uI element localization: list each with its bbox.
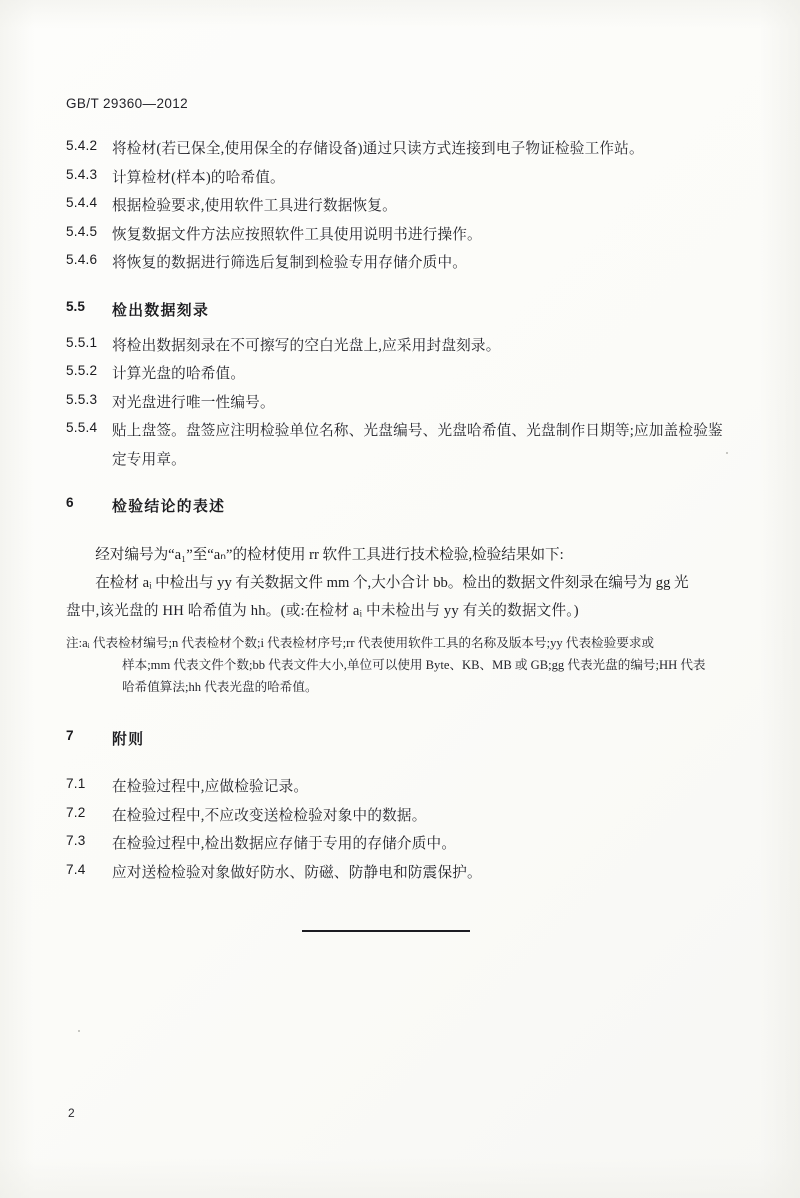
section-6-paragraph: 经对编号为“a₁”至“aₙ”的检材使用 rr 软件工具进行技术检验,检验结果如下: <box>95 547 564 563</box>
clause-item <box>66 362 726 388</box>
section-6-note-line <box>66 632 726 654</box>
section-heading-7 <box>66 728 726 749</box>
clause-number <box>66 448 112 449</box>
clause-item <box>66 166 726 192</box>
clause-text: 定专用章。 <box>112 451 186 468</box>
spacer <box>66 530 726 542</box>
clause-text: 对光盘进行唯一性编号。 <box>112 394 275 411</box>
clause-item <box>66 861 726 887</box>
clause-item <box>66 334 726 360</box>
clause-number: 5.4.3 <box>66 166 98 182</box>
section-number: 5.5 <box>66 298 85 314</box>
clause-number: 5.4.4 <box>66 195 98 210</box>
end-of-document-rule <box>302 930 470 932</box>
clause-text: 在检验过程中,不应改变送检检验对象中的数据。 <box>112 807 427 824</box>
clause-text: 在检验过程中,检出数据应存储于专用的存储介质中。 <box>112 836 457 852</box>
clause-number: 5.5.4 <box>66 420 98 435</box>
clause-item-continuation <box>66 448 726 474</box>
spacer <box>66 763 726 775</box>
clause-text: 将恢复的数据进行筛选后复制到检验专用存储介质中。 <box>112 255 468 271</box>
clause-text: 应对送检检验对象做好防水、防磁、防静电和防震保护。 <box>112 864 482 881</box>
section-6-paragraph: 在检材 aᵢ 中检出与 yy 有关数据文件 mm 个,大小合计 bb。检出的数据文件刻录在编号为 gg 光 <box>95 575 689 591</box>
page-edge-shading-bottom <box>0 1158 800 1198</box>
clause-text: 计算检材(样本)的哈希值。 <box>112 169 285 186</box>
clause-text: 将检材(若已保全,使用保全的存储设备)通过只读方式连接到电子物证检验工作站。 <box>112 141 644 157</box>
clause-item <box>66 391 726 417</box>
paper-speck <box>726 452 728 454</box>
clause-item <box>66 832 726 858</box>
clause-number: 5.4.5 <box>66 223 98 239</box>
section-6-paragraph: 盘中,该光盘的 HH 哈希值为 hh。(或:在检材 aᵢ 中未检出与 yy 有关的数据文件。) <box>66 603 579 619</box>
clause-number: 5.4.6 <box>66 252 98 267</box>
clause-item <box>66 804 726 830</box>
clause-number: 5.5.3 <box>66 391 98 407</box>
clause-number: 7.3 <box>66 833 86 848</box>
section-title: 附则 <box>112 732 145 748</box>
running-header-standard-code: GB/T 29360—2012 <box>66 96 189 111</box>
clause-item <box>66 251 726 277</box>
page-edge-shading-right <box>760 0 800 1198</box>
clause-list-5-4 <box>66 137 726 277</box>
clause-item <box>66 223 726 249</box>
section-6-note-line: 哈希值算法;hh 代表光盘的哈希值。 <box>122 680 318 694</box>
clause-number: 5.5.1 <box>66 334 98 350</box>
clause-number: 7.4 <box>66 861 86 877</box>
clause-text: 根据检验要求,使用软件工具进行数据恢复。 <box>112 198 397 214</box>
clause-text: 恢复数据文件方法应按照软件工具使用说明书进行操作。 <box>112 226 482 243</box>
clause-text: 在检验过程中,应做检验记录。 <box>112 779 309 795</box>
section-title: 检出数据刻录 <box>112 302 210 319</box>
note-text: aᵢ 代表检材编号;n 代表检材个数;i 代表检材序号;rr 代表使用软件工具的名称及版本号;yy 代表检验要求或 <box>82 636 655 650</box>
clause-item <box>66 419 726 445</box>
clause-item <box>66 775 726 801</box>
section-title: 检验结论的表述 <box>112 499 226 515</box>
clause-number: 5.4.2 <box>66 138 98 153</box>
section-heading-5-5 <box>66 299 726 320</box>
clause-number: 7.1 <box>66 776 86 791</box>
page-edge-shading-left <box>0 0 34 1198</box>
clause-text: 计算光盘的哈希值。 <box>112 366 246 382</box>
clause-number: 7.2 <box>66 804 86 820</box>
page-edge-shading-top <box>0 0 800 28</box>
section-6-note-line: 样本;mm 代表文件个数;bb 代表文件大小,单位可以使用 Byte、KB、MB 或 GB;gg 代表光盘的编号;HH 代表 <box>122 658 706 672</box>
page-number: 2 <box>68 1106 75 1120</box>
paper-speck <box>78 1030 80 1032</box>
clause-item <box>66 194 726 220</box>
clause-number: 5.5.2 <box>66 363 98 378</box>
clause-list-5-5 <box>66 334 726 474</box>
section-heading-6 <box>66 495 726 516</box>
clause-text: 将检出数据刻录在不可擦写的空白光盘上,应采用封盘刻录。 <box>112 337 501 354</box>
clause-text: 贴上盘签。盘签应注明检验单位名称、光盘编号、光盘哈希值、光盘制作日期等;应加盖检验鉴 <box>112 423 723 439</box>
clause-list-7 <box>66 775 726 886</box>
section-number: 6 <box>66 495 74 510</box>
note-label: 注: <box>66 636 83 650</box>
page-content <box>66 96 726 932</box>
clause-item <box>66 137 726 163</box>
section-number: 7 <box>66 728 74 743</box>
